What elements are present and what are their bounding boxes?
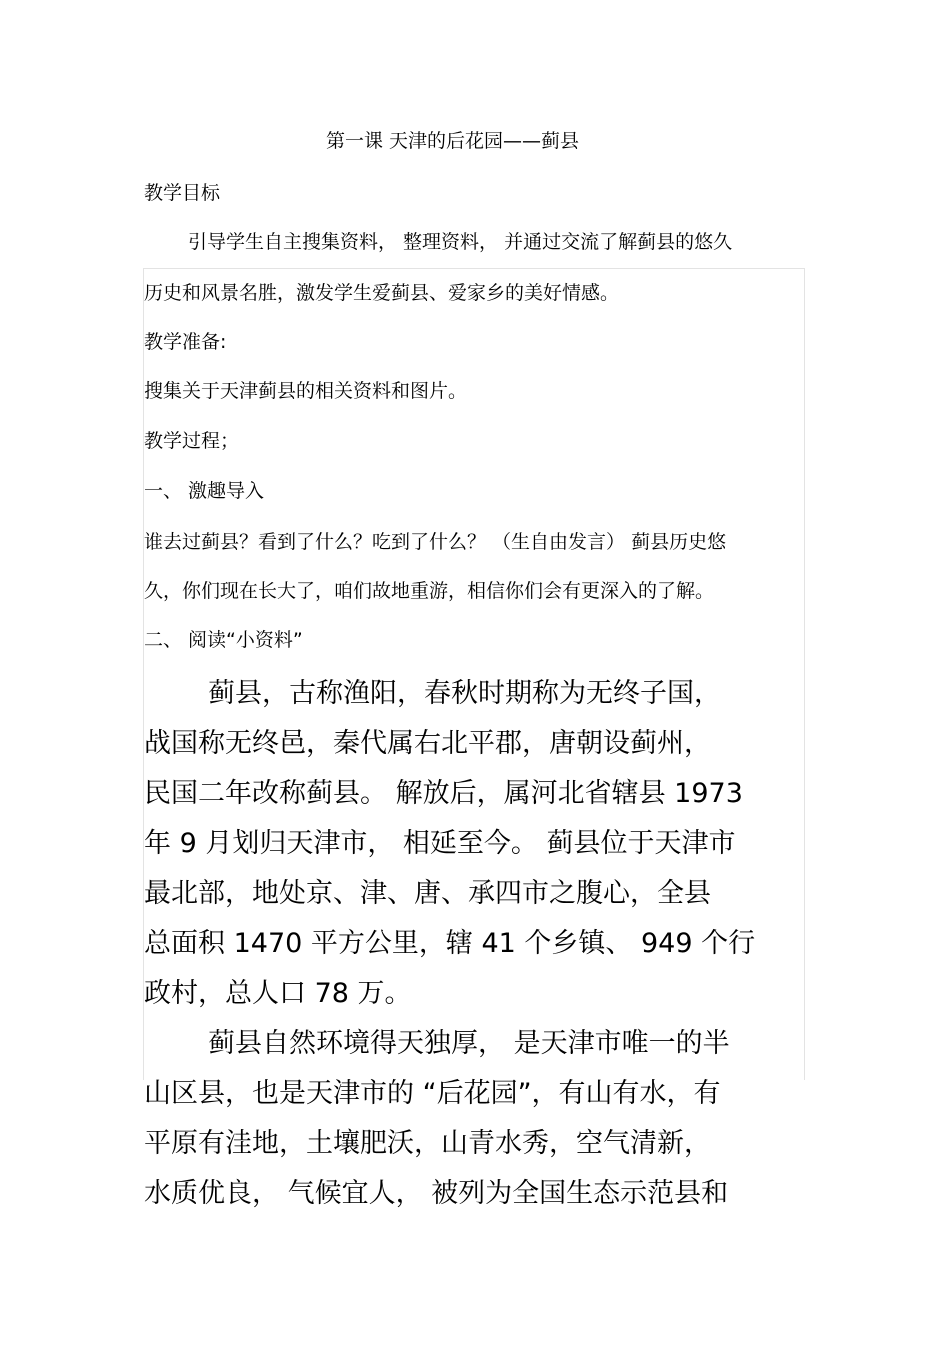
reading-line: 蓟县自然环境得天独厚， 是天津市唯一的半 bbox=[208, 1028, 730, 1059]
reading-line: 蓟县，古称渔阳，春秋时期称为无终子国， bbox=[208, 678, 721, 709]
reading-line: 水质优良， 气候宜人， 被列为全国生态示范县和 bbox=[144, 1178, 729, 1209]
reading-line: 政村，总人口 78 万。 bbox=[144, 978, 412, 1009]
reading-line: 总面积 1470 平方公里，辖 41 个乡镇、 949 个行 bbox=[144, 928, 756, 959]
page-title: 第一课 天津的后花园——蓟县 bbox=[326, 130, 580, 152]
frame-right-line bbox=[804, 268, 805, 1080]
step1-heading: 一、 激趣导入 bbox=[144, 480, 265, 502]
reading-line: 平原有洼地，土壤肥沃，山青水秀，空气清新， bbox=[144, 1128, 711, 1159]
goal-line-2: 历史和风景名胜，激发学生爱蓟县、爱家乡的美好情感。 bbox=[144, 282, 620, 304]
reading-line: 战国称无终邑，秦代属右北平郡，唐朝设蓟州， bbox=[144, 728, 711, 759]
step2-heading: 二、 阅读“小资料” bbox=[144, 629, 303, 651]
goal-heading: 教学目标 bbox=[144, 182, 221, 204]
process-heading: 教学过程； bbox=[144, 430, 240, 452]
step1-line-1: 谁去过蓟县？看到了什么？吃到了什么？ （生自由发言） 蓟县历史悠 bbox=[144, 531, 727, 553]
reading-line: 山区县，也是天津市的 “后花园”，有山有水，有 bbox=[144, 1078, 721, 1109]
frame-top-line bbox=[143, 268, 805, 269]
goal-line-1: 引导学生自主搜集资料， 整理资料， 并通过交流了解蓟县的悠久 bbox=[188, 231, 733, 253]
prep-text: 搜集关于天津蓟县的相关资料和图片。 bbox=[144, 380, 468, 402]
prep-heading: 教学准备: bbox=[144, 331, 227, 353]
step1-line-2: 久，你们现在长大了，咱们故地重游，相信你们会有更深入的了解。 bbox=[144, 580, 715, 602]
reading-line: 年 9 月划归天津市， 相延至今。 蓟县位于天津市 bbox=[144, 828, 736, 859]
reading-line: 最北部，地处京、津、唐、承四市之腹心，全县 bbox=[144, 878, 711, 909]
reading-line: 民国二年改称蓟县。 解放后，属河北省辖县 1973 bbox=[144, 778, 743, 809]
